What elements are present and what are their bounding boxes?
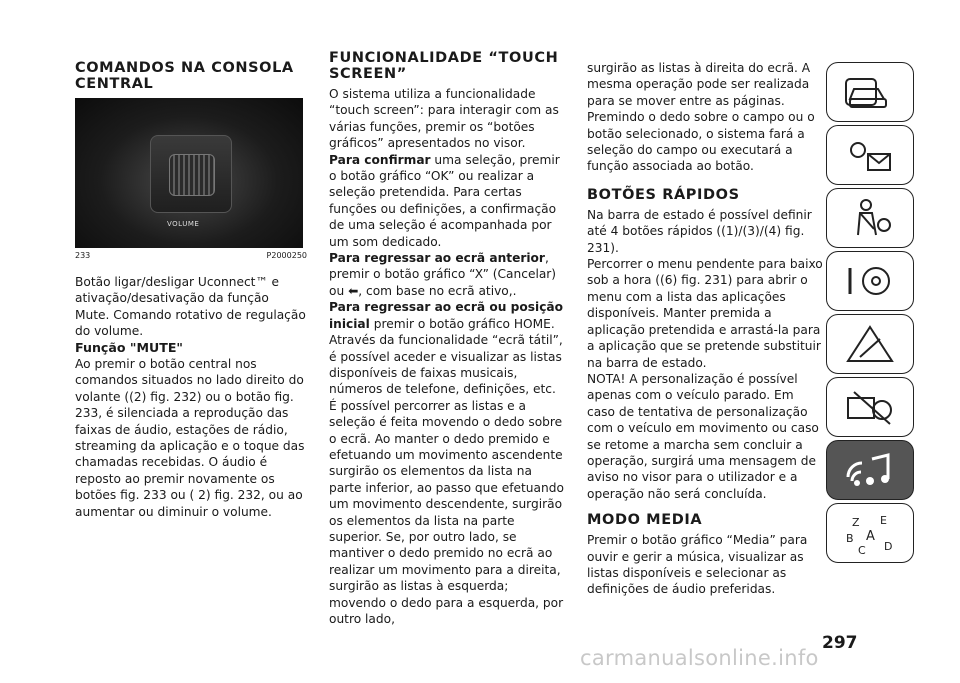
text-home: premir o botão gráfico HOME.: [369, 316, 555, 331]
text-confirm: uma seleção, premir o botão gráfico “OK” ou realizar a seleção pretendida. Para certas funções ou definições, a confirmação de uma seleção é acompanhada por um som dedicado.: [329, 152, 560, 249]
tab-dashboard[interactable]: [826, 62, 914, 122]
figure-caption: [75, 250, 307, 262]
tab-safety[interactable]: [826, 188, 914, 248]
svg-text:D: D: [884, 540, 893, 553]
paragraph-note: NOTA! A personalização é possível apenas com o veículo parado. Em caso de tentativa de personalização com o veículo em movimento ou caso se retome a marcha sem concluir a operação, surgirá uma mensagem de aviso no visor para o utilizador e a operação não será concluída.: [587, 371, 819, 501]
maintenance-wrench-icon: [840, 384, 900, 430]
paragraph: Premir o botão gráfico “Media” para ouvir e gerir a música, visualizar as listas disponíveis e selecionar as definições de áudio preferidas.: [587, 533, 808, 597]
subheading-mute: Função "MUTE": [75, 339, 183, 355]
column-2: [329, 50, 565, 627]
hazard-triangle-icon: [840, 321, 900, 367]
paragraph: Botão ligar/desligar Uconnect™ e ativação/desativação da função Mute. Comando rotativo de regulação do volume.: [75, 275, 306, 339]
svg-text:B: B: [846, 532, 854, 545]
figure-number: 233: [75, 251, 91, 260]
chapter-tabs: [826, 62, 916, 566]
paragraph: surgirão as listas à direita do ecrã. A mesma operação pode ser realizada para se mover entre as páginas. Premindo o dedo sobre o campo ou o botão selecionado, o sistema fará a seleção do campo ou executará a função associada ao botão.: [587, 61, 815, 174]
tab-starting-driving[interactable]: [826, 251, 914, 311]
label-confirm: Para confirmar: [329, 152, 431, 167]
back-arrow-icon: ⬅: [348, 283, 359, 298]
svg-text:E: E: [880, 514, 887, 527]
text-back-2: , com base no ecrã ativo,.: [358, 283, 517, 298]
column-1: [75, 60, 307, 520]
volume-knob-housing: [150, 135, 232, 213]
section-heading-quick-buttons: BOTÕES RÁPIDOS: [587, 186, 740, 203]
paragraph: Através da funcionalidade “ecrã tátil”, é possível aceder e visualizar as listas disponíveis de faixas musicais, números de telefone, definições, etc. É possível percorrer as listas e a seleção é feita movendo o dedo sobre o ecrã. Ao manter o dedo premido e efetuando um movimento ascendente surgirão os elementos da lista na parte inferior, ao passo que efetuando um movimento descendente, surgirão os elementos da lista na parte superior. Se, por outro lado, se mantiver o dedo premido no ecrã ao realizar um movimento para a direita, surgirão as listas à esquerda; movendo o dedo para a esquerda, por outro lado,: [329, 333, 564, 626]
volume-knob: [169, 154, 215, 196]
paragraph-home: [329, 299, 565, 332]
steering-wheel-key-icon: [840, 258, 900, 304]
section-heading-media-mode: MODO MEDIA: [587, 512, 703, 529]
figure-code: P2000250: [266, 251, 307, 260]
paragraph: Percorrer o menu pendente para baixo sob a hora ((6) fig. 231) para abrir o menu com a lista das aplicações disponíveis. Manter premida a aplicação pretendida e arrastá-la para a aplicação que se pretende substituir na barra de estado.: [587, 257, 823, 370]
index-letters-icon: [840, 510, 900, 556]
tab-emergency[interactable]: [826, 314, 914, 374]
seatbelt-airbag-icon: [840, 195, 900, 241]
tab-warning-lights[interactable]: [826, 125, 914, 185]
paragraph-confirm: [329, 152, 565, 250]
car-dashboard-icon: [840, 69, 900, 115]
label-back: Para regressar ao ecrã anterior: [329, 251, 545, 266]
column-3: [587, 60, 823, 598]
paragraph: Ao premir o botão central nos comandos situados no lado direito do volante ((2) fig. 232) ou o botão fig. 233, é silenciada a reprodução das faixas de áudio, estações de rádio, streaming da aplicação e o toque das chamadas recebidas. O áudio é reposto ao premir novamente os botões fig. 233 ou ( 2) fig. 232, ou ao aumentar ou diminuir o volume.: [75, 357, 305, 519]
svg-text:Z: Z: [852, 516, 860, 529]
tab-index[interactable]: [826, 503, 914, 563]
volume-label: VOLUME: [167, 220, 200, 228]
console-figure: [75, 98, 303, 248]
tab-maintenance[interactable]: [826, 377, 914, 437]
section-heading-central-console: COMANDOS NA CONSOLA CENTRAL: [75, 60, 294, 92]
label-home: Para regressar ao ecrã ou posição inicial: [329, 300, 564, 331]
tab-multimedia[interactable]: [826, 440, 914, 500]
warning-lights-icon: [840, 132, 900, 178]
paragraph: O sistema utiliza a funcionalidade “touch screen”: para interagir com as várias funções, premir os “botões gráficos” apresentados no visor.: [329, 87, 559, 151]
multimedia-music-icon: [840, 447, 900, 493]
watermark: carmanualsonline.info: [580, 646, 819, 670]
paragraph-back: [329, 250, 565, 299]
page-number: 297: [822, 633, 858, 653]
section-heading-touch-screen: FUNCIONALIDADE “TOUCH SCREEN”: [329, 50, 559, 82]
svg-text:A: A: [866, 529, 875, 544]
text-back-1: , premir o botão gráfico “X” (Cancelar) ou: [329, 251, 557, 298]
svg-text:C: C: [858, 544, 866, 556]
paragraph: Na barra de estado é possível definir até 4 botões rápidos ((1)/(3)/(4) fig. 231).: [587, 207, 812, 255]
